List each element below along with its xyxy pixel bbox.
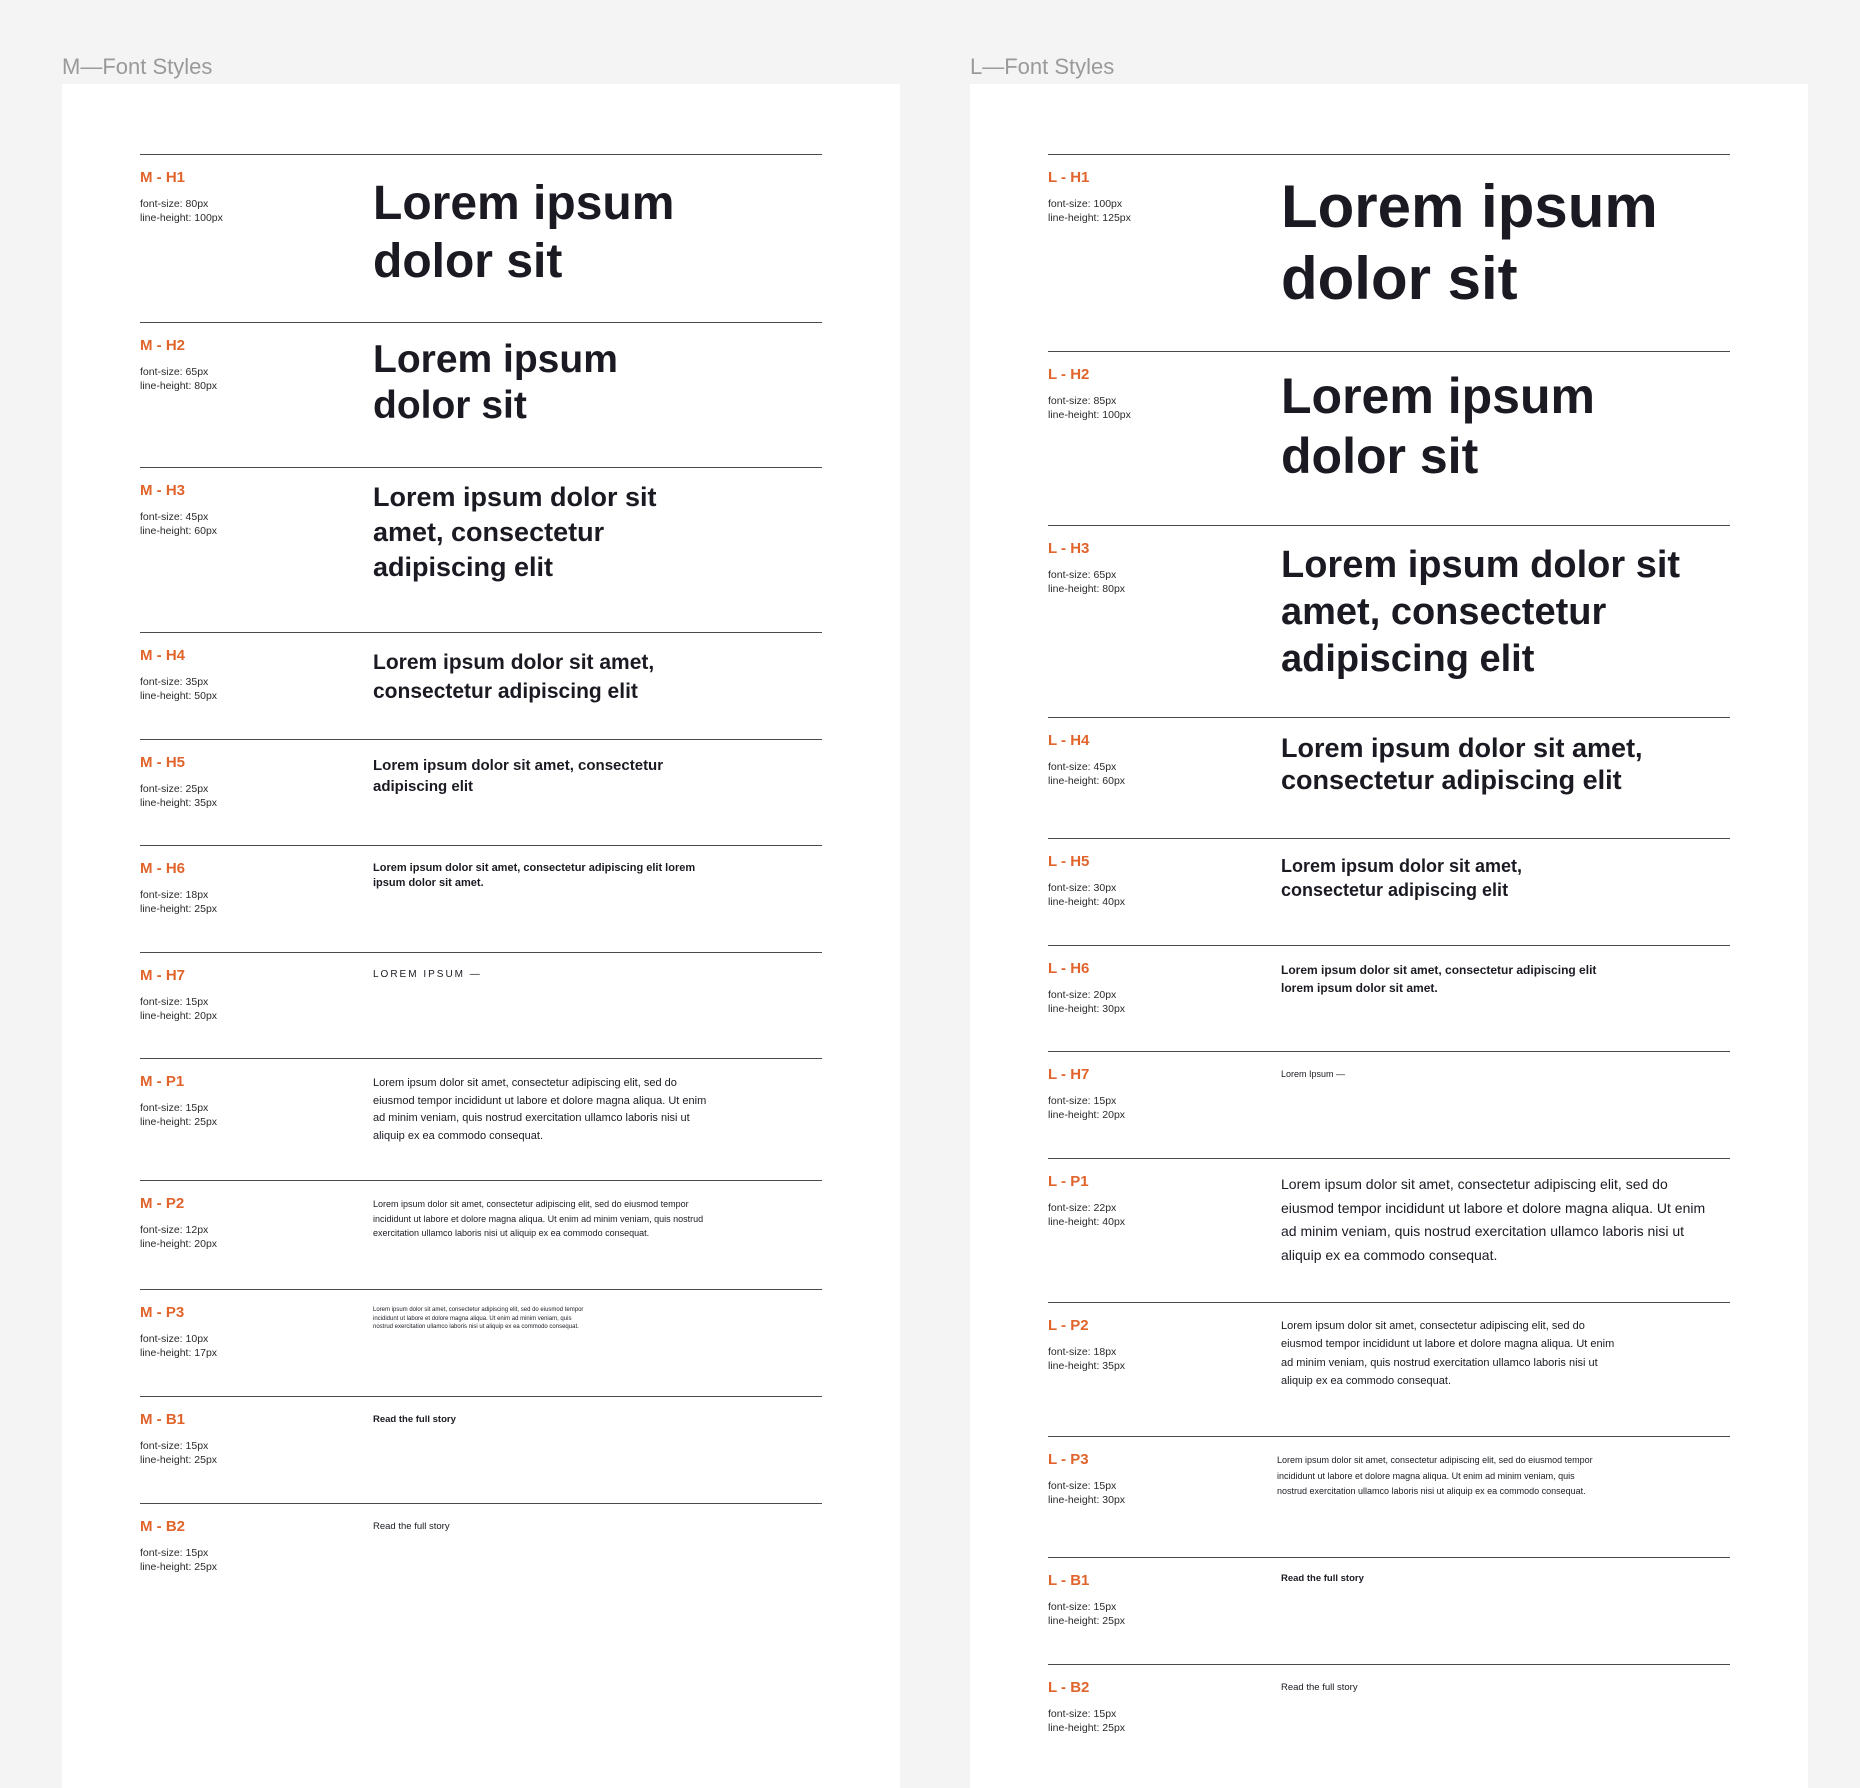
line-height-spec: line-height: 50px bbox=[140, 690, 218, 702]
sample-text: Lorem ipsum dolor sit amet, consectetur adipiscing elit, sed do eiusmod tempor incididunt ut labore et dolore magna aliqua. Ut enim ad minim veniam, quis nostrud exercitation ullamco laboris nisi ut aliquip ex ea commodo consequat. bbox=[1277, 1455, 1593, 1496]
style-spec bbox=[1048, 1201, 1125, 1229]
style-spec bbox=[140, 1332, 217, 1360]
style-row-m-h3 bbox=[140, 467, 822, 582]
line-height-spec: line-height: 30px bbox=[1048, 1003, 1126, 1015]
sample-text: Lorem ipsum dolor sit amet, consectetur adipiscing elit bbox=[373, 651, 655, 703]
line-height-spec: line-height: 80px bbox=[140, 380, 218, 392]
font-size-spec: font-size: 45px bbox=[1048, 761, 1117, 773]
style-row-m-p1 bbox=[140, 1058, 822, 1142]
font-size-spec: font-size: 15px bbox=[140, 1547, 209, 1559]
style-label: M - P3 bbox=[140, 1304, 185, 1321]
sample-text: Lorem ipsum dolor sit amet, consectetur adipiscing elit, sed do eiusmod tempor incididunt ut labore et dolore magna aliqua. Ut enim ad minim veniam, quis nostrud exercitation ullamco laboris nisi ut aliquip ex ea commodo consequat. bbox=[373, 1199, 704, 1239]
style-spec bbox=[140, 995, 217, 1023]
style-label: M - H5 bbox=[140, 754, 185, 771]
font-size-spec: font-size: 25px bbox=[140, 783, 209, 795]
font-size-spec: font-size: 15px bbox=[1048, 1708, 1117, 1720]
line-height-spec: line-height: 100px bbox=[1048, 409, 1131, 421]
sample-text: Lorem ipsum dolor sit amet, consectetur adipiscing elit bbox=[1281, 544, 1681, 680]
style-label: M - H1 bbox=[140, 169, 185, 186]
style-label: L - H1 bbox=[1048, 169, 1090, 186]
font-size-spec: font-size: 15px bbox=[1048, 1095, 1117, 1107]
line-height-spec: line-height: 60px bbox=[1048, 775, 1126, 787]
style-row-l-p2 bbox=[1048, 1302, 1730, 1388]
style-label: L - H3 bbox=[1048, 540, 1090, 557]
style-row-m-b2 bbox=[140, 1503, 822, 1573]
sample-text: Lorem ipsum dolor sit amet, consectetur adipiscing elit bbox=[373, 757, 664, 795]
style-row-l-h3 bbox=[1048, 525, 1730, 680]
style-spec bbox=[140, 888, 217, 916]
font-size-spec: font-size: 45px bbox=[140, 511, 209, 523]
read-full-story-link[interactable]: Read the full story bbox=[373, 1521, 450, 1532]
style-row-m-p3 bbox=[140, 1289, 822, 1359]
read-full-story-button[interactable]: Read the full story bbox=[373, 1414, 456, 1425]
style-row-l-b2 bbox=[1048, 1664, 1730, 1734]
font-size-spec: font-size: 18px bbox=[140, 889, 209, 901]
style-label: L - H2 bbox=[1048, 366, 1090, 383]
sample-text: Lorem ipsum dolor sit bbox=[1281, 368, 1595, 484]
style-spec bbox=[140, 365, 217, 393]
line-height-spec: line-height: 17px bbox=[140, 1347, 218, 1359]
sample-text: Lorem ipsum dolor sit bbox=[373, 177, 675, 288]
style-label: M - B2 bbox=[140, 1518, 185, 1535]
line-height-spec: line-height: 35px bbox=[1048, 1360, 1126, 1372]
sample-text: Lorem ipsum dolor sit amet, consectetur adipiscing elit, sed do eiusmod tempor incididunt ut labore et dolore magna aliqua. Ut enim ad minim veniam, quis nostrud exercitation ullamco laboris nisi ut aliquip ex ea commodo consequat. bbox=[373, 1307, 584, 1331]
style-row-m-b1 bbox=[140, 1396, 822, 1466]
style-label: M - H7 bbox=[140, 967, 185, 984]
style-label: M - P1 bbox=[140, 1073, 185, 1090]
style-row-m-p2 bbox=[140, 1180, 822, 1250]
line-height-spec: line-height: 20px bbox=[140, 1010, 218, 1022]
font-size-spec: font-size: 65px bbox=[140, 366, 209, 378]
style-label: M - H3 bbox=[140, 482, 185, 499]
font-size-spec: font-size: 22px bbox=[1048, 1202, 1117, 1214]
line-height-spec: line-height: 30px bbox=[1048, 1494, 1126, 1506]
read-full-story-link[interactable]: Read the full story bbox=[1281, 1682, 1358, 1693]
style-spec bbox=[140, 197, 223, 225]
style-label: L - P2 bbox=[1048, 1317, 1089, 1334]
font-size-spec: font-size: 85px bbox=[1048, 395, 1117, 407]
style-label: L - H5 bbox=[1048, 853, 1090, 870]
style-spec bbox=[1048, 1600, 1125, 1628]
style-spec bbox=[1048, 394, 1131, 422]
line-height-spec: line-height: 35px bbox=[140, 797, 218, 809]
line-height-spec: line-height: 25px bbox=[1048, 1615, 1126, 1627]
font-size-spec: font-size: 30px bbox=[1048, 882, 1117, 894]
style-label: M - B1 bbox=[140, 1411, 185, 1428]
line-height-spec: line-height: 125px bbox=[1048, 212, 1131, 224]
font-size-spec: font-size: 18px bbox=[1048, 1346, 1117, 1358]
style-row-m-h1 bbox=[140, 154, 822, 288]
style-spec bbox=[1048, 197, 1131, 225]
style-label: L - B1 bbox=[1048, 1572, 1090, 1589]
style-label: L - H7 bbox=[1048, 1066, 1090, 1083]
line-height-spec: line-height: 80px bbox=[1048, 583, 1126, 595]
read-full-story-button[interactable]: Read the full story bbox=[1281, 1573, 1364, 1584]
sample-text: LOREM IPSUM — bbox=[373, 969, 482, 980]
style-spec bbox=[1048, 568, 1125, 596]
sample-text: Lorem ipsum dolor sit amet, consectetur adipiscing elit lorem ipsum dolor sit amet. bbox=[1281, 963, 1597, 995]
frame-title-l: L—Font Styles bbox=[970, 54, 1115, 79]
style-row-m-h2 bbox=[140, 322, 822, 427]
frame-m-font-styles bbox=[62, 84, 900, 1788]
style-spec bbox=[1048, 1479, 1125, 1507]
sample-text: Lorem ipsum dolor sit amet, consectetur adipiscing elit bbox=[373, 482, 657, 582]
style-label: L - P3 bbox=[1048, 1451, 1089, 1468]
style-label: M - P2 bbox=[140, 1195, 185, 1212]
line-height-spec: line-height: 25px bbox=[140, 1116, 218, 1128]
font-size-spec: font-size: 10px bbox=[140, 1333, 209, 1345]
line-height-spec: line-height: 20px bbox=[1048, 1109, 1126, 1121]
style-label: L - H6 bbox=[1048, 960, 1090, 977]
style-spec bbox=[140, 782, 217, 810]
style-label: L - H4 bbox=[1048, 732, 1090, 749]
style-spec bbox=[140, 1439, 217, 1467]
line-height-spec: line-height: 25px bbox=[140, 1454, 218, 1466]
font-size-spec: font-size: 35px bbox=[140, 676, 209, 688]
style-label: M - H4 bbox=[140, 647, 185, 664]
line-height-spec: line-height: 25px bbox=[140, 903, 218, 915]
frame-l-font-styles bbox=[970, 84, 1808, 1788]
font-size-spec: font-size: 20px bbox=[1048, 989, 1117, 1001]
style-row-l-p1 bbox=[1048, 1158, 1730, 1263]
style-label: L - P1 bbox=[1048, 1173, 1089, 1190]
font-size-spec: font-size: 15px bbox=[140, 1102, 209, 1114]
line-height-spec: line-height: 25px bbox=[140, 1561, 218, 1573]
style-row-m-h4 bbox=[140, 632, 822, 703]
sample-text: Lorem ipsum dolor sit amet, consectetur adipiscing elit, sed do eiusmod tempor incididunt ut labore et dolore magna aliqua. Ut enim ad minim veniam, quis nostrud exercitation ullamco laboris nisi ut aliquip ex ea commodo consequat. bbox=[1281, 1176, 1706, 1263]
style-row-m-h5 bbox=[140, 739, 822, 809]
sample-text: Lorem ipsum dolor sit bbox=[1281, 173, 1658, 312]
style-spec bbox=[140, 1546, 217, 1574]
line-height-spec: line-height: 25px bbox=[1048, 1722, 1126, 1734]
sample-text: Lorem ipsum dolor sit amet, consectetur adipiscing elit bbox=[1281, 856, 1523, 900]
sample-text: Lorem Ipsum — bbox=[1281, 1069, 1346, 1079]
style-spec bbox=[140, 510, 217, 538]
sample-text: Lorem ipsum dolor sit bbox=[373, 338, 618, 427]
style-row-l-p3 bbox=[1048, 1436, 1730, 1506]
font-size-spec: font-size: 65px bbox=[1048, 569, 1117, 581]
line-height-spec: line-height: 100px bbox=[140, 212, 223, 224]
font-size-spec: font-size: 15px bbox=[1048, 1601, 1117, 1613]
font-size-spec: font-size: 100px bbox=[1048, 198, 1123, 210]
style-row-l-h6 bbox=[1048, 945, 1730, 1015]
font-size-spec: font-size: 15px bbox=[140, 996, 209, 1008]
style-spec bbox=[1048, 760, 1125, 788]
style-row-m-h7 bbox=[140, 952, 822, 1022]
style-spec bbox=[140, 675, 217, 703]
sample-text: Lorem ipsum dolor sit amet, consectetur adipiscing elit bbox=[1281, 733, 1643, 795]
style-spec bbox=[140, 1223, 217, 1251]
style-row-l-h7 bbox=[1048, 1051, 1730, 1121]
line-height-spec: line-height: 20px bbox=[140, 1238, 218, 1250]
style-spec bbox=[140, 1101, 217, 1129]
style-spec bbox=[1048, 1707, 1125, 1735]
style-label: M - H6 bbox=[140, 860, 185, 877]
style-row-l-h5 bbox=[1048, 838, 1730, 908]
frame-title-m: M—Font Styles bbox=[62, 54, 213, 79]
style-spec bbox=[1048, 1094, 1125, 1122]
style-spec bbox=[1048, 988, 1125, 1016]
style-spec bbox=[1048, 1345, 1125, 1373]
style-label: L - B2 bbox=[1048, 1679, 1090, 1696]
line-height-spec: line-height: 40px bbox=[1048, 1216, 1126, 1228]
font-size-spec: font-size: 80px bbox=[140, 198, 209, 210]
font-size-spec: font-size: 15px bbox=[1048, 1480, 1117, 1492]
style-spec bbox=[1048, 881, 1125, 909]
style-label: M - H2 bbox=[140, 337, 185, 354]
sample-text: Lorem ipsum dolor sit amet, consectetur adipiscing elit, sed do eiusmod tempor incididunt ut labore et dolore magna aliqua. Ut enim ad minim veniam, quis nostrud exercitation ullamco laboris nisi ut aliquip ex ea commodo consequat. bbox=[1281, 1320, 1615, 1388]
style-row-l-h4 bbox=[1048, 717, 1730, 795]
sample-text: Lorem ipsum dolor sit amet, consectetur adipiscing elit, sed do eiusmod tempor incididunt ut labore et dolore magna aliqua. Ut enim ad minim veniam, quis nostrud exercitation ullamco laboris nisi ut aliquip ex ea commodo consequat. bbox=[373, 1077, 707, 1142]
style-row-l-b1 bbox=[1048, 1557, 1730, 1627]
style-row-l-h1 bbox=[1048, 154, 1730, 312]
font-size-spec: font-size: 15px bbox=[140, 1440, 209, 1452]
sample-text: Lorem ipsum dolor sit amet, consectetur adipiscing elit lorem ipsum dolor sit amet. bbox=[373, 862, 696, 889]
line-height-spec: line-height: 60px bbox=[140, 525, 218, 537]
style-row-l-h2 bbox=[1048, 351, 1730, 484]
font-size-spec: font-size: 12px bbox=[140, 1224, 209, 1236]
style-row-m-h6 bbox=[140, 845, 822, 915]
line-height-spec: line-height: 40px bbox=[1048, 896, 1126, 908]
